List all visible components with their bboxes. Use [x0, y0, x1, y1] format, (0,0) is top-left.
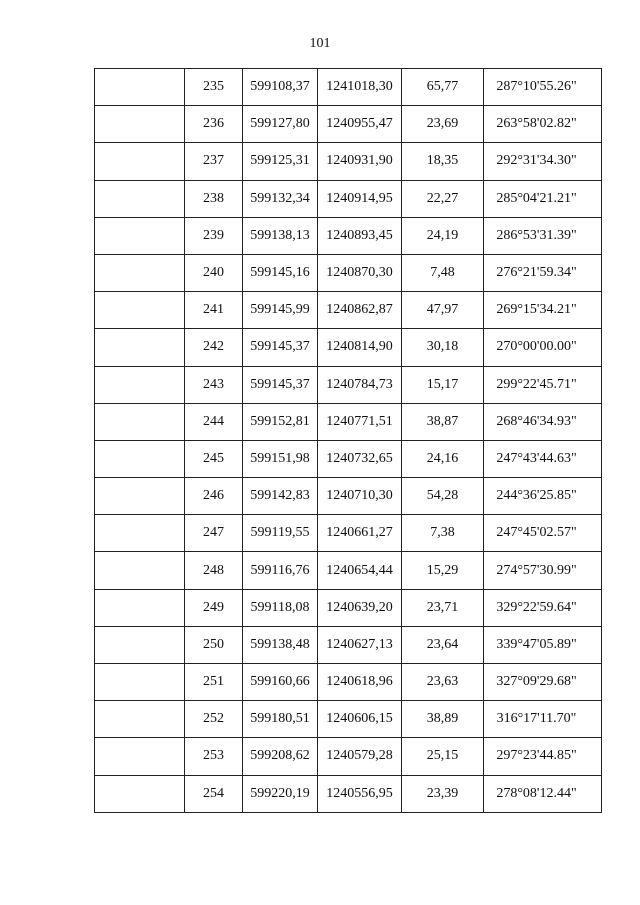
- length-cell: 25,15: [402, 738, 484, 775]
- x-coordinate-cell: 599208,62: [243, 738, 318, 775]
- blank-cell: [95, 180, 185, 217]
- y-coordinate-cell: 1240955,47: [318, 106, 402, 143]
- length-cell: 47,97: [402, 292, 484, 329]
- direction-angle-cell: 244°36'25.85": [484, 478, 602, 515]
- y-coordinate-cell: 1241018,30: [318, 69, 402, 106]
- length-cell: 7,38: [402, 515, 484, 552]
- blank-cell: [95, 403, 185, 440]
- direction-angle-cell: 247°43'44.63": [484, 440, 602, 477]
- table-row: [95, 217, 602, 254]
- direction-angle-cell: 247°45'02.57": [484, 515, 602, 552]
- length-cell: 54,28: [402, 478, 484, 515]
- x-coordinate-cell: 599132,34: [243, 180, 318, 217]
- y-coordinate-cell: 1240914,95: [318, 180, 402, 217]
- length-cell: 22,27: [402, 180, 484, 217]
- y-coordinate-cell: 1240579,28: [318, 738, 402, 775]
- x-coordinate-cell: 599118,08: [243, 589, 318, 626]
- direction-angle-cell: 270°00'00.00": [484, 329, 602, 366]
- blank-cell: [95, 106, 185, 143]
- y-coordinate-cell: 1240556,95: [318, 775, 402, 812]
- point-number-cell: 252: [185, 701, 243, 738]
- blank-cell: [95, 329, 185, 366]
- length-cell: 18,35: [402, 143, 484, 180]
- table-row: [95, 106, 602, 143]
- x-coordinate-cell: 599145,37: [243, 366, 318, 403]
- point-number-cell: 254: [185, 775, 243, 812]
- direction-angle-cell: 263°58'02.82": [484, 106, 602, 143]
- table-row: [95, 403, 602, 440]
- table-row: [95, 366, 602, 403]
- blank-cell: [95, 143, 185, 180]
- length-cell: 24,19: [402, 217, 484, 254]
- point-number-cell: 245: [185, 440, 243, 477]
- x-coordinate-cell: 599108,37: [243, 69, 318, 106]
- length-cell: 24,16: [402, 440, 484, 477]
- y-coordinate-cell: 1240654,44: [318, 552, 402, 589]
- y-coordinate-cell: 1240771,51: [318, 403, 402, 440]
- length-cell: 30,18: [402, 329, 484, 366]
- table-row: [95, 664, 602, 701]
- y-coordinate-cell: 1240627,13: [318, 626, 402, 663]
- y-coordinate-cell: 1240893,45: [318, 217, 402, 254]
- blank-cell: [95, 292, 185, 329]
- blank-cell: [95, 552, 185, 589]
- length-cell: 23,69: [402, 106, 484, 143]
- blank-cell: [95, 664, 185, 701]
- y-coordinate-cell: 1240870,30: [318, 254, 402, 291]
- length-cell: 15,17: [402, 366, 484, 403]
- x-coordinate-cell: 599180,51: [243, 701, 318, 738]
- blank-cell: [95, 589, 185, 626]
- length-cell: 38,89: [402, 701, 484, 738]
- direction-angle-cell: 316°17'11.70": [484, 701, 602, 738]
- direction-angle-cell: 327°09'29.68": [484, 664, 602, 701]
- x-coordinate-cell: 599160,66: [243, 664, 318, 701]
- y-coordinate-cell: 1240732,65: [318, 440, 402, 477]
- point-number-cell: 242: [185, 329, 243, 366]
- point-number-cell: 250: [185, 626, 243, 663]
- y-coordinate-cell: 1240931,90: [318, 143, 402, 180]
- point-number-cell: 236: [185, 106, 243, 143]
- table-row: [95, 292, 602, 329]
- y-coordinate-cell: 1240618,96: [318, 664, 402, 701]
- point-number-cell: 240: [185, 254, 243, 291]
- point-number-cell: 247: [185, 515, 243, 552]
- table-row: [95, 478, 602, 515]
- table-row: [95, 701, 602, 738]
- x-coordinate-cell: 599142,83: [243, 478, 318, 515]
- x-coordinate-cell: 599127,80: [243, 106, 318, 143]
- direction-angle-cell: 269°15'34.21": [484, 292, 602, 329]
- x-coordinate-cell: 599138,13: [243, 217, 318, 254]
- length-cell: 7,48: [402, 254, 484, 291]
- point-number-cell: 244: [185, 403, 243, 440]
- blank-cell: [95, 440, 185, 477]
- length-cell: 23,64: [402, 626, 484, 663]
- point-number-cell: 243: [185, 366, 243, 403]
- x-coordinate-cell: 599125,31: [243, 143, 318, 180]
- coordinates-table-body: [95, 69, 602, 813]
- direction-angle-cell: 286°53'31.39": [484, 217, 602, 254]
- table-row: [95, 552, 602, 589]
- point-number-cell: 251: [185, 664, 243, 701]
- direction-angle-cell: 297°23'44.85": [484, 738, 602, 775]
- point-number-cell: 235: [185, 69, 243, 106]
- blank-cell: [95, 366, 185, 403]
- point-number-cell: 241: [185, 292, 243, 329]
- length-cell: 65,77: [402, 69, 484, 106]
- direction-angle-cell: 274°57'30.99": [484, 552, 602, 589]
- x-coordinate-cell: 599151,98: [243, 440, 318, 477]
- x-coordinate-cell: 599119,55: [243, 515, 318, 552]
- blank-cell: [95, 626, 185, 663]
- table-row: [95, 738, 602, 775]
- direction-angle-cell: 299°22'45.71": [484, 366, 602, 403]
- direction-angle-cell: 292°31'34.30": [484, 143, 602, 180]
- blank-cell: [95, 701, 185, 738]
- direction-angle-cell: 329°22'59.64": [484, 589, 602, 626]
- direction-angle-cell: 339°47'05.89": [484, 626, 602, 663]
- table-row: [95, 775, 602, 812]
- direction-angle-cell: 276°21'59.34": [484, 254, 602, 291]
- y-coordinate-cell: 1240606,15: [318, 701, 402, 738]
- table-row: [95, 69, 602, 106]
- point-number-cell: 249: [185, 589, 243, 626]
- table-row: [95, 329, 602, 366]
- length-cell: 23,39: [402, 775, 484, 812]
- y-coordinate-cell: 1240710,30: [318, 478, 402, 515]
- table-row: [95, 180, 602, 217]
- y-coordinate-cell: 1240814,90: [318, 329, 402, 366]
- x-coordinate-cell: 599138,48: [243, 626, 318, 663]
- length-cell: 38,87: [402, 403, 484, 440]
- table-row: [95, 440, 602, 477]
- blank-cell: [95, 69, 185, 106]
- length-cell: 23,63: [402, 664, 484, 701]
- x-coordinate-cell: 599145,99: [243, 292, 318, 329]
- page-number: 101: [309, 36, 331, 51]
- y-coordinate-cell: 1240661,27: [318, 515, 402, 552]
- point-number-cell: 238: [185, 180, 243, 217]
- length-cell: 15,29: [402, 552, 484, 589]
- y-coordinate-cell: 1240784,73: [318, 366, 402, 403]
- point-number-cell: 246: [185, 478, 243, 515]
- direction-angle-cell: 285°04'21.21": [484, 180, 602, 217]
- x-coordinate-cell: 599220,19: [243, 775, 318, 812]
- table-row: [95, 254, 602, 291]
- blank-cell: [95, 515, 185, 552]
- y-coordinate-cell: 1240862,87: [318, 292, 402, 329]
- x-coordinate-cell: 599116,76: [243, 552, 318, 589]
- coordinates-table: [94, 68, 602, 813]
- table-row: [95, 515, 602, 552]
- direction-angle-cell: 278°08'12.44": [484, 775, 602, 812]
- blank-cell: [95, 254, 185, 291]
- x-coordinate-cell: 599145,16: [243, 254, 318, 291]
- table-row: [95, 626, 602, 663]
- x-coordinate-cell: 599145,37: [243, 329, 318, 366]
- table-row: [95, 143, 602, 180]
- point-number-cell: 253: [185, 738, 243, 775]
- direction-angle-cell: 268°46'34.93": [484, 403, 602, 440]
- length-cell: 23,71: [402, 589, 484, 626]
- blank-cell: [95, 478, 185, 515]
- y-coordinate-cell: 1240639,20: [318, 589, 402, 626]
- table-row: [95, 589, 602, 626]
- point-number-cell: 248: [185, 552, 243, 589]
- blank-cell: [95, 217, 185, 254]
- point-number-cell: 237: [185, 143, 243, 180]
- blank-cell: [95, 775, 185, 812]
- x-coordinate-cell: 599152,81: [243, 403, 318, 440]
- direction-angle-cell: 287°10'55.26": [484, 69, 602, 106]
- blank-cell: [95, 738, 185, 775]
- point-number-cell: 239: [185, 217, 243, 254]
